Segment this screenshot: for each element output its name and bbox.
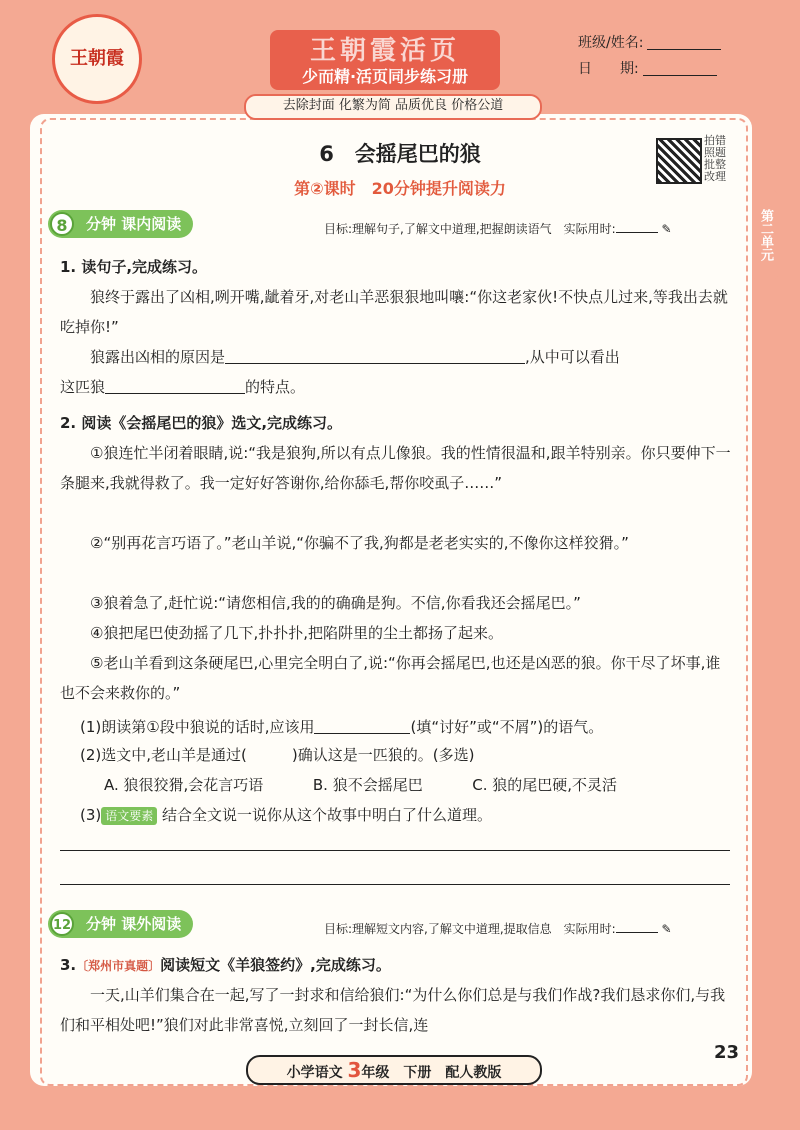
q1-blank-trait[interactable] bbox=[105, 377, 245, 394]
subq1-text-a: (1)朗读第①段中狼说的话时,应该用 bbox=[80, 718, 315, 736]
pencil-icon: ✎ bbox=[661, 222, 672, 236]
name-date-box bbox=[578, 30, 778, 84]
option-c[interactable]: C. 狼的尾巴硬,不灵活 bbox=[472, 776, 618, 794]
q1-title: 1. 读句子,完成练习。 bbox=[60, 258, 208, 276]
unit-side-tab: 第二单元 bbox=[752, 190, 778, 280]
subq3 bbox=[80, 800, 730, 830]
subq1-blank[interactable] bbox=[314, 717, 410, 734]
footer-banner bbox=[246, 1055, 542, 1085]
q1-blank-reason[interactable] bbox=[225, 347, 525, 364]
date-blank[interactable] bbox=[643, 63, 717, 76]
minutes-number: 12 bbox=[50, 912, 74, 936]
subq2-options bbox=[104, 770, 734, 800]
class-name-blank[interactable] bbox=[647, 37, 721, 50]
subq2: (2)选文中,老山羊是通过( )确认这是一匹狼的。(多选) bbox=[80, 746, 475, 764]
goal-text: 目标:理解句子,了解文中道理,把握朗读语气 实际用时: bbox=[324, 222, 616, 236]
passage-p5: ⑤老山羊看到这条硬尾巴,心里完全明白了,说:“你再会摇尾巴,也还是凶恶的狼。你干尽了坏事,谁也不会来救你的。” bbox=[60, 654, 721, 702]
language-element-tag: 语文要素 bbox=[101, 807, 157, 825]
lesson-subtitle: 第②课时 20分钟提升阅读力 bbox=[294, 179, 506, 198]
qr-code-icon bbox=[656, 138, 702, 184]
q1-fill-text-a: 狼露出凶相的原因是 bbox=[90, 348, 226, 366]
pencil-icon: ✎ bbox=[661, 922, 672, 936]
footer-grade-label: 年级 下册 配人教版 bbox=[361, 1065, 502, 1081]
time-used-blank[interactable] bbox=[616, 222, 658, 233]
brand-subtitle: 少而精·活页同步练习册 bbox=[301, 67, 469, 86]
date-label: 日 期: bbox=[578, 61, 639, 77]
class-name-label: 班级/姓名: bbox=[578, 35, 644, 51]
section-goal bbox=[324, 920, 672, 937]
q2-title: 2. 阅读《会摇尾巴的狼》选文,完成练习。 bbox=[60, 414, 343, 432]
passage-p3: ③狼着急了,赶忙说:“请您相信,我的的确确是狗。不信,你看我还会摇尾巴。” bbox=[90, 594, 581, 612]
section-goal bbox=[324, 220, 672, 237]
section-badge-label: 分钟 课外阅读 bbox=[86, 915, 182, 933]
answer-line-2[interactable] bbox=[60, 884, 730, 885]
subq1-text-b: (填“讨好”或“不屑”)的语气。 bbox=[410, 718, 604, 736]
brand-banner bbox=[270, 30, 500, 90]
section-badge-label: 分钟 课内阅读 bbox=[86, 215, 182, 233]
footer-grade-number: 3 bbox=[347, 1058, 362, 1082]
option-b[interactable]: B. 狼不会摇尾巴 bbox=[312, 776, 423, 794]
passage-p2: ②“别再花言巧语了。”老山羊说,“你骗不了我,狗都是老老实实的,不像你这样狡猾。” bbox=[90, 534, 629, 552]
subq3-prefix: (3) bbox=[80, 806, 102, 824]
q1-fill-text-c: 这匹狼 bbox=[60, 378, 106, 396]
passage-p4: ④狼把尾巴使劲摇了几下,扑扑扑,把陷阱里的尘土都扬了起来。 bbox=[90, 624, 503, 642]
q1-passage: 狼终于露出了凶相,咧开嘴,龇着牙,对老山羊恶狠狠地叫嚷:“你这老家伙!不快点儿过来,等我出去就吃掉你!” bbox=[60, 288, 728, 336]
lesson-title: 6 会摇尾巴的狼 bbox=[319, 142, 481, 166]
answer-line-1[interactable] bbox=[60, 850, 730, 851]
minutes-number: 8 bbox=[50, 212, 74, 236]
brand-logo bbox=[52, 14, 142, 104]
subq3-text: 结合全文说一说你从这个故事中明白了什么道理。 bbox=[162, 806, 493, 824]
passage-p1: ①狼连忙半闭着眼睛,说:“我是狼狗,所以有点儿像狼。我的性情很温和,跟羊特别亲。你只要伸下一条腿来,我就得救了。我一定好好答谢你,给你舔毛,帮你咬虱子……” bbox=[60, 444, 731, 492]
time-used-blank[interactable] bbox=[616, 922, 658, 933]
q1-fill-text-b: ,从中可以看出 bbox=[525, 348, 620, 366]
slogan: 去除封面 化繁为简 品质优良 价格公道 bbox=[244, 94, 542, 120]
page-number: 23 bbox=[714, 1042, 740, 1063]
q3-number: 3. bbox=[60, 956, 77, 974]
q1-fill-line2 bbox=[60, 372, 732, 402]
section-badge-extracurricular bbox=[48, 910, 193, 938]
q3-title: 阅读短文《羊狼签约》,完成练习。 bbox=[160, 956, 391, 974]
option-a[interactable]: A. 狼很狡猾,会花言巧语 bbox=[104, 776, 264, 794]
footer-subject: 小学语文 bbox=[286, 1065, 343, 1081]
brand-title: 王朝霞活页 bbox=[309, 36, 460, 66]
subq1 bbox=[80, 712, 730, 742]
q3-passage: 一天,山羊们集合在一起,写了一封求和信给狼们:“为什么你们总是与我们作战?我们恳求你们,与我们和平相处吧!”狼们对此非常喜悦,立刻回了一封长信,连 bbox=[60, 986, 726, 1034]
qr-caption: 拍错照题批整改理 bbox=[704, 134, 726, 183]
goal-text: 目标:理解短文内容,了解文中道理,提取信息 实际用时: bbox=[324, 922, 616, 936]
exam-source-tag: 〔郑州市真题〕 bbox=[76, 959, 161, 973]
q1-fill-line1 bbox=[60, 342, 732, 372]
section-badge-inclass bbox=[48, 210, 193, 238]
q3-title-line bbox=[60, 950, 732, 981]
logo-text: 王朝霞 bbox=[70, 48, 124, 69]
q1-fill-text-d: 的特点。 bbox=[245, 378, 306, 396]
